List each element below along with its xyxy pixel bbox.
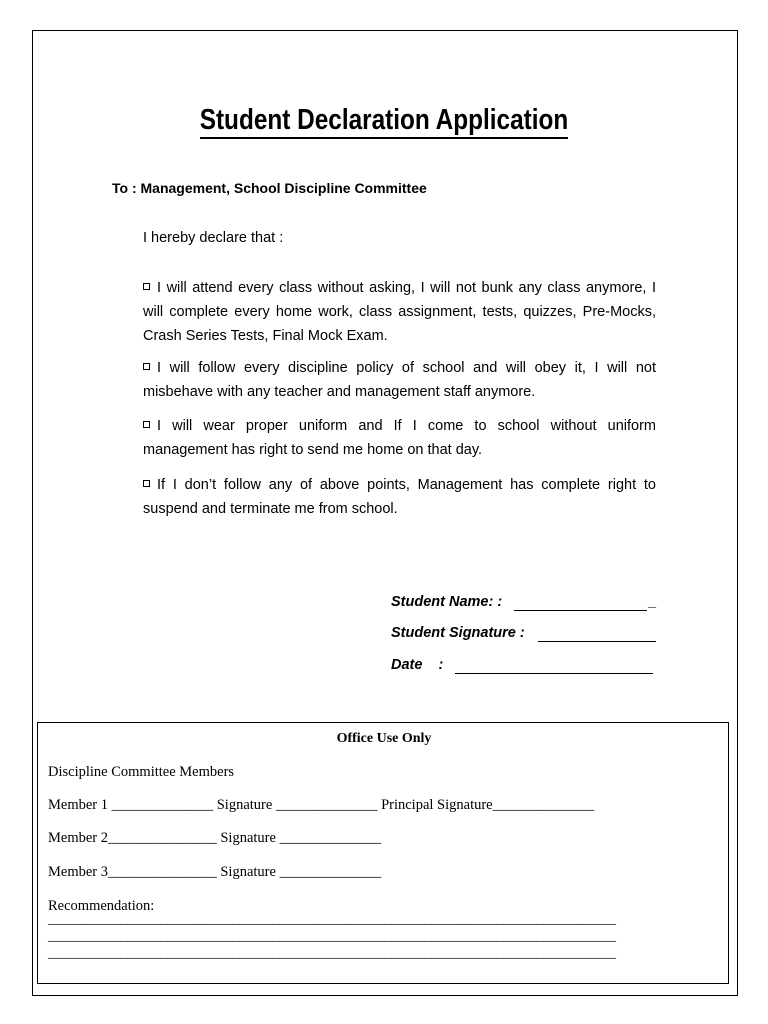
student-signature-field[interactable] (538, 625, 656, 642)
document-title: Student Declaration Application (61, 104, 706, 137)
recipient-line (112, 180, 427, 196)
student-name-label: Student Name: : (391, 594, 503, 610)
to-label: To : (112, 180, 137, 196)
student-signature-label: Student Signature : (391, 625, 525, 641)
recommendation-line: ______________________________________________________________________________________ (48, 929, 616, 944)
committee-heading: Discipline Committee Members (48, 764, 235, 780)
checkbox-bullet-icon (143, 283, 150, 290)
declaration-intro: I hereby declare that : (143, 230, 284, 246)
member-2-row: Member 2_______________ Signature ______________ (48, 830, 382, 846)
office-use-box (37, 722, 729, 984)
date-label: Date : (391, 657, 444, 673)
declaration-point: I will follow every discipline policy of school and will obey it, I will not misbehave with any teacher and management staff anymore. (143, 360, 656, 400)
recommendation-line: ______________________________________________________________________________________ (48, 912, 616, 927)
checkbox-bullet-icon (143, 363, 150, 370)
to-value: Management, School Discipline Committee (140, 180, 427, 196)
recommendation-label: Recommendation: (48, 898, 155, 914)
checkbox-bullet-icon (143, 480, 150, 487)
member-3-row: Member 3_______________ Signature ______________ (48, 864, 382, 880)
declaration-point: If I don’t follow any of above points, Management has complete right to suspend and terminate me from school. (143, 477, 656, 517)
recommendation-line: ______________________________________________________________________________________ (48, 946, 616, 961)
declaration-point: I will attend every class without asking, I will not bunk any class anymore, I will complete every home work, class assignment, tests, quizzes, Pre-Mocks, Crash Series Tests, Final Mock Exam. (143, 280, 656, 344)
member-1-row: Member 1 ______________ Signature ______________ Principal Signature______________ (48, 797, 595, 813)
office-use-title: Office Use Only (336, 731, 432, 746)
checkbox-bullet-icon (143, 421, 150, 428)
declaration-point: I will wear proper uniform and If I come to school without uniform management has right to send me home on that day. (143, 418, 656, 458)
date-field[interactable] (455, 657, 653, 674)
student-name-field[interactable] (514, 594, 647, 611)
student-name-tail: _ (648, 594, 657, 610)
